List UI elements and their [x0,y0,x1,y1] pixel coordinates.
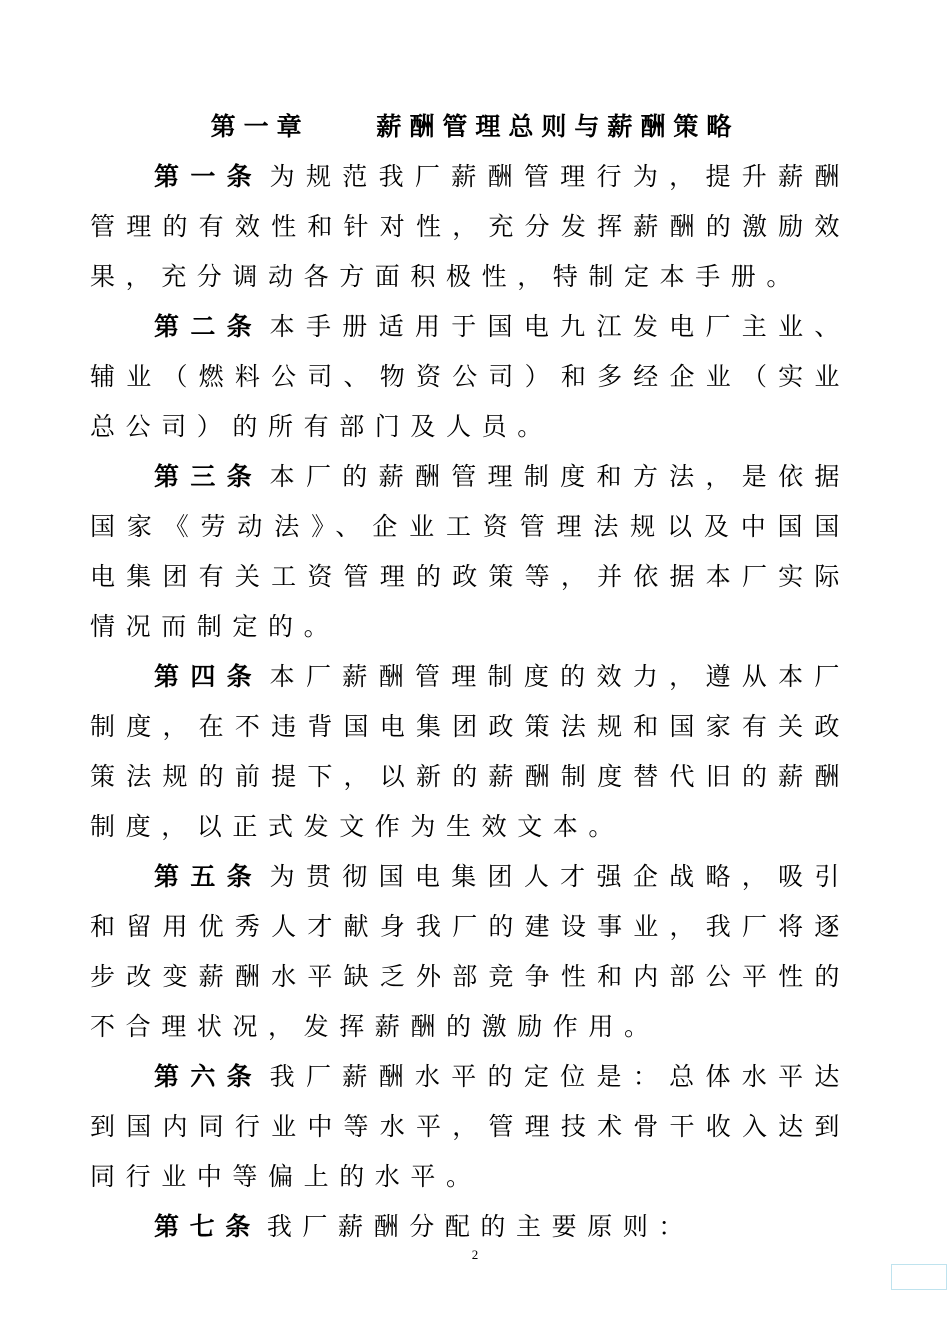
article-3-label: 第三条 [154,462,263,491]
article-2 [90,302,850,452]
article-7-label: 第七条 [154,1212,261,1241]
article-7-text: 我厂薪酬分配的主要原则： [266,1212,695,1241]
page-number: 2 [471,1247,479,1262]
chapter-title: 第一章 薪酬管理总则与薪酬策略 [210,112,740,141]
article-6-label: 第六条 [154,1062,263,1091]
article-5-text: 为贯彻国电集团人才强企战略，吸引和留用优秀人才献身我厂的建设事业，我厂将逐步改变薪酬水平缺乏外部竞争性和内部公平性的不合理状况，发挥薪酬的激励作用。 [90,862,850,1041]
article-6-text: 我厂薪酬水平的定位是：总体水平达到国内同行业中等水平，管理技术骨干收入达到同行业中等偏上的水平。 [90,1062,850,1191]
article-list [90,152,850,1252]
article-2-text: 本手册适用于国电九江发电厂主业、辅业（燃料公司、物资公司）和多经企业（实业总公司）的所有部门及人员。 [90,312,850,441]
article-4 [90,652,850,852]
article-4-text: 本厂薪酬管理制度的效力，遵从本厂制度，在不违背国电集团政策法规和国家有关政策法规的前提下，以新的薪酬制度替代旧的薪酬制度，以正式发文作为生效文本。 [90,662,850,841]
article-3 [90,452,850,652]
article-2-label: 第二条 [154,312,263,341]
article-1 [90,152,850,302]
article-7 [90,1202,850,1252]
article-4-label: 第四条 [154,662,263,691]
corner-widget[interactable] [891,1264,947,1290]
article-1-label: 第一条 [154,162,263,191]
article-6 [90,1052,850,1202]
article-5-label: 第五条 [154,862,263,891]
article-1-text: 为规范我厂薪酬管理行为，提升薪酬管理的有效性和针对性，充分发挥薪酬的激励效果，充分调动各方面积极性，特制定本手册。 [90,162,850,291]
article-5 [90,852,850,1052]
article-3-text: 本厂的薪酬管理制度和方法，是依据国家《劳动法》、企业工资管理法规以及中国国电集团有关工资管理的政策等，并依据本厂实际情况而制定的。 [90,462,850,641]
